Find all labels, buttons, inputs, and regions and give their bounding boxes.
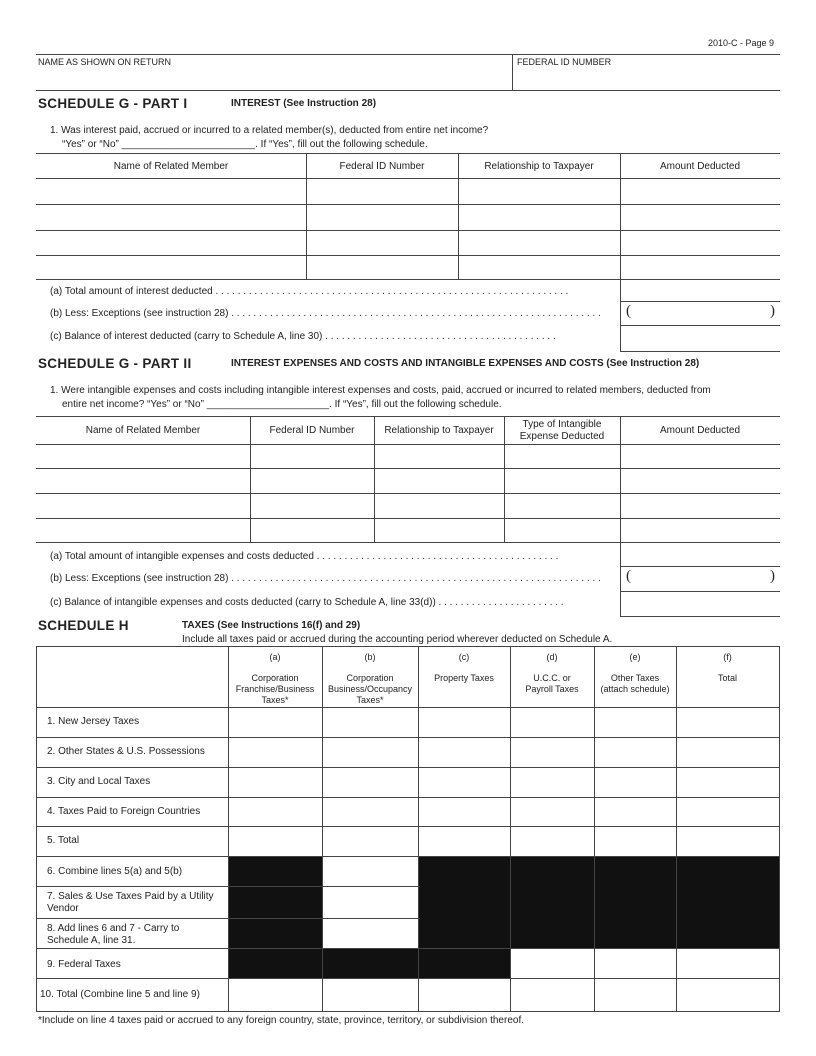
schedule-h-subtitle: TAXES (See Instructions 16(f) and 29): [182, 620, 361, 631]
h-col-f-letter: (f): [723, 652, 732, 662]
part2-title: SCHEDULE G - PART II: [38, 356, 192, 371]
p2-col-type: Type of Intangible Expense Deducted: [519, 419, 605, 442]
h-col-c-letter: (c): [458, 652, 470, 662]
p2-col-amount: Amount Deducted: [659, 425, 741, 436]
name-field[interactable]: [36, 68, 510, 88]
p2-col-relationship: Relationship to Taxpayer: [384, 425, 494, 436]
h-row-8: 8. Add lines 6 and 7 - Carry to Schedule A, line 31.: [47, 923, 180, 946]
h-col-b-label: Corporation Business/Occupancy Taxes*: [327, 673, 413, 705]
h-row-6: 6. Combine lines 5(a) and 5(b): [47, 866, 183, 877]
p2-col-fein: Federal ID Number: [269, 425, 355, 436]
h-col-a-label: Corporation Franchise/Business Taxes*: [235, 673, 315, 705]
schedule-h-title: SCHEDULE H: [38, 618, 129, 633]
p1-col-relationship: Relationship to Taxpayer: [484, 161, 594, 172]
footnote: *Include on line 4 taxes paid or accrued to any foreign country, state, province, territory, or subdivision thereof.: [38, 1015, 525, 1026]
page-number: 2010-C - Page 9: [708, 38, 775, 48]
h-row-7: 7. Sales & Use Taxes Paid by a Utility Vendor: [47, 891, 214, 914]
h-col-b-letter: (b): [364, 652, 376, 662]
h-row-9: 9. Federal Taxes: [47, 959, 121, 970]
h-col-a-letter: (a): [269, 652, 281, 662]
p2-line-a: (a) Total amount of intangible expenses and costs deducted . . . . . . . . . . . . . . . . . . . . . . . . . . . . . . . . . . . . . . . . . . . .: [50, 551, 559, 562]
h-row-2: 2. Other States & U.S. Possessions: [47, 746, 205, 757]
name-label: NAME AS SHOWN ON RETURN: [38, 57, 172, 67]
p1-col-name: Name of Related Member: [113, 161, 229, 172]
h-row-5: 5. Total: [47, 835, 80, 846]
part1-question-1: 1. Was interest paid, accrued or incurred to a related member(s), deducted from entire net income?: [50, 125, 489, 136]
p1-line-b: (b) Less: Exceptions (see instruction 28) . . . . . . . . . . . . . . . . . . . . . . . . . . . . . . . . . . . . . . . . . . . . . . . . . . . . . . . . . . . . . . . . . . .: [50, 308, 601, 319]
part2-question-1: 1. Were intangible expenses and costs including intangible interest expenses and costs, paid, accrued or incurred to related members, deducted from: [50, 385, 711, 396]
h-col-f-label: Total: [717, 673, 737, 683]
part2-subtitle: INTEREST EXPENSES AND COSTS AND INTANGIBLE EXPENSES AND COSTS (See Instruction 28): [231, 358, 700, 369]
p1-col-fein: Federal ID Number: [339, 161, 425, 172]
p1-line-c: (c) Balance of interest deducted (carry to Schedule A, line 30) . . . . . . . . . . . . . . . . . . . . . . . . . . . . . . . . . . . . . . . . . .: [50, 331, 556, 342]
fein-label: FEDERAL ID NUMBER: [517, 57, 612, 67]
p2-col-name: Name of Related Member: [85, 425, 201, 436]
h-col-d-label: U.C.C. or Payroll Taxes: [525, 673, 579, 694]
part1-question-2: “Yes” or “No” ________________________. If “Yes”, fill out the following schedule.: [62, 139, 428, 150]
schedule-h-note: Include all taxes paid or accrued during the accounting period wherever deducted on Schedule A.: [182, 634, 613, 645]
part2-question-2: entire net income? “Yes” or “No” ______________________. If “Yes”, fill out the following schedule.: [62, 399, 502, 410]
h-col-e-label: Other Taxes (attach schedule): [600, 673, 670, 694]
h-row-10: 10. Total (Combine line 5 and line 9): [40, 989, 200, 1000]
part1-subtitle: INTEREST (See Instruction 28): [231, 98, 377, 109]
h-row-4: 4. Taxes Paid to Foreign Countries: [47, 806, 201, 817]
h-row-1: 1. New Jersey Taxes: [47, 716, 140, 727]
h-col-d-letter: (d): [546, 652, 558, 662]
p1-col-amount: Amount Deducted: [659, 161, 741, 172]
p2-line-b: (b) Less: Exceptions (see instruction 28) . . . . . . . . . . . . . . . . . . . . . . . . . . . . . . . . . . . . . . . . . . . . . . . . . . . . . . . . . . . . . . . . . . .: [50, 573, 601, 584]
part1-title: SCHEDULE G - PART I: [38, 96, 188, 111]
p1-line-a: (a) Total amount of interest deducted . . . . . . . . . . . . . . . . . . . . . . . . . . . . . . . . . . . . . . . . . . . . . . . . . . . . . . . . . . . . . . . .: [50, 286, 569, 297]
h-col-e-letter: (e): [629, 652, 641, 662]
h-col-c-label: Property Taxes: [434, 673, 494, 683]
fein-field[interactable]: [514, 68, 778, 88]
p2-line-c: (c) Balance of intangible expenses and costs deducted (carry to Schedule A, line 33(d)) . . . . . . . . . . . . . . . . . . . . . . .: [50, 597, 564, 608]
h-row-3: 3. City and Local Taxes: [47, 776, 151, 787]
